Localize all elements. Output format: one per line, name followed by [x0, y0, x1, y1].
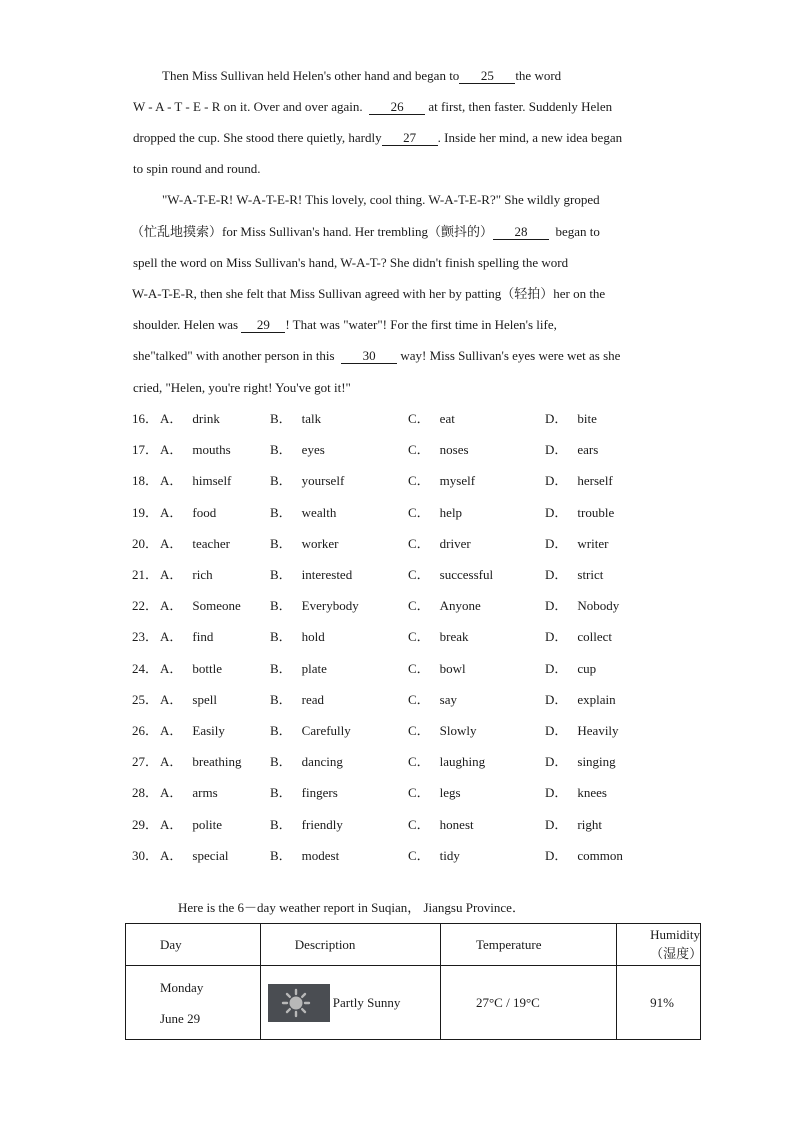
option-b-letter: B．	[270, 661, 292, 676]
option-b-text: dancing	[301, 754, 343, 769]
header-description: Description	[260, 924, 440, 966]
question-row	[132, 847, 692, 865]
option-a[interactable]	[160, 410, 220, 428]
question-row	[132, 472, 692, 490]
option-b[interactable]	[270, 566, 352, 584]
option-d-text: writer	[577, 536, 609, 551]
passage-line	[133, 348, 620, 364]
option-c-letter: C．	[408, 723, 430, 738]
passage-line	[132, 286, 605, 302]
option-a-text: breathing	[192, 754, 242, 769]
question-number: 18．	[132, 473, 159, 488]
option-d-letter: D．	[545, 817, 568, 832]
option-b[interactable]	[270, 660, 327, 678]
option-c-letter: C．	[408, 567, 430, 582]
description-cell	[260, 966, 440, 1040]
question-number: 22．	[132, 598, 159, 613]
option-d-letter: D．	[545, 442, 568, 457]
option-c-letter: C．	[408, 473, 430, 488]
option-d[interactable]	[545, 441, 598, 459]
question-row	[132, 504, 692, 522]
question-number: 20．	[132, 536, 159, 551]
option-d-text: bite	[577, 411, 597, 426]
passage-line	[133, 380, 351, 396]
passage-text: she"talked" with another person in this	[133, 348, 335, 363]
header-temperature: Temperature	[440, 924, 616, 966]
option-b-letter: B．	[270, 629, 292, 644]
option-a-text: rich	[192, 567, 213, 582]
option-a-text: Easily	[192, 723, 225, 738]
option-a-letter: A．	[160, 661, 183, 676]
option-c-letter: C．	[408, 598, 430, 613]
passage-line	[131, 224, 600, 240]
option-d-letter: D．	[545, 661, 568, 676]
option-c-letter: C．	[408, 411, 430, 426]
option-d-text: Nobody	[577, 598, 620, 613]
option-c-text: bowl	[439, 661, 466, 676]
option-d-letter: D．	[545, 723, 568, 738]
blank-30: 30	[341, 348, 397, 364]
option-b-letter: B．	[270, 848, 292, 863]
option-d-text: right	[577, 817, 602, 832]
option-d[interactable]	[545, 847, 623, 865]
option-d[interactable]	[545, 753, 616, 771]
option-c-text: honest	[439, 817, 474, 832]
passage-line	[133, 99, 612, 115]
passage-text: cried, "Helen, you're right! You've got it!"	[133, 380, 351, 395]
option-a[interactable]	[160, 660, 222, 678]
passage-text: spell the word on Miss Sullivan's hand, W-A-T-? She didn't finish spelling the word	[133, 255, 569, 270]
option-b-text: eyes	[301, 442, 325, 457]
option-a-letter: A．	[160, 473, 183, 488]
option-b-text: read	[301, 692, 325, 707]
option-a-letter: A．	[160, 629, 183, 644]
option-a-letter: A．	[160, 598, 183, 613]
option-a-text: teacher	[192, 536, 230, 551]
option-d-text: explain	[577, 692, 616, 707]
option-c[interactable]	[408, 784, 461, 802]
option-c-letter: C．	[408, 692, 430, 707]
option-a-text: find	[192, 629, 214, 644]
day-cell	[126, 966, 261, 1040]
option-b[interactable]	[270, 847, 339, 865]
question-number: 28．	[132, 785, 159, 800]
question-row	[132, 566, 692, 584]
option-b-text: talk	[301, 411, 322, 426]
passage-text: shoulder. Helen was	[133, 317, 239, 332]
option-c-text: say	[439, 692, 458, 707]
option-c-text: Slowly	[439, 723, 477, 738]
option-c[interactable]	[408, 472, 475, 490]
option-d[interactable]	[545, 535, 608, 553]
question-row	[132, 784, 692, 802]
option-a[interactable]	[160, 722, 225, 740]
option-c[interactable]	[408, 847, 460, 865]
option-a-letter: A．	[160, 754, 183, 769]
option-b[interactable]	[270, 753, 343, 771]
option-b-text: wealth	[301, 505, 337, 520]
option-b[interactable]	[270, 722, 351, 740]
question-number: 25．	[132, 692, 159, 707]
header-day: Day	[126, 924, 261, 966]
question-row	[132, 410, 692, 428]
option-d-letter: D．	[545, 598, 568, 613]
option-d[interactable]	[545, 691, 616, 709]
question-number: 17．	[132, 442, 159, 457]
passage-line	[133, 255, 568, 271]
option-b-text: fingers	[301, 785, 338, 800]
option-d-text: singing	[577, 754, 616, 769]
option-a-letter: A．	[160, 536, 183, 551]
option-a[interactable]	[160, 597, 241, 615]
option-a[interactable]	[160, 504, 216, 522]
option-b[interactable]	[270, 816, 343, 834]
option-a-text: arms	[192, 785, 218, 800]
option-b-letter: B．	[270, 411, 292, 426]
option-a[interactable]	[160, 441, 231, 459]
option-c[interactable]	[408, 816, 474, 834]
option-c[interactable]	[408, 535, 471, 553]
option-c[interactable]	[408, 753, 485, 771]
passage-text: began to	[555, 224, 600, 239]
day-name: Monday	[160, 979, 204, 995]
option-d-letter: D．	[545, 629, 568, 644]
option-c[interactable]	[408, 441, 469, 459]
option-c-text: tidy	[439, 848, 460, 863]
option-a[interactable]	[160, 784, 218, 802]
option-b[interactable]	[270, 441, 325, 459]
passage-text: Then Miss Sullivan held Helen's other hand and began to	[162, 68, 460, 83]
passage-text: ! That was "water"! For the first time in Helen's life,	[285, 317, 557, 332]
option-a[interactable]	[160, 691, 217, 709]
passage-text: dropped the cup. She stood there quietly, hardly	[133, 130, 382, 145]
option-b-text: yourself	[301, 473, 345, 488]
option-a-text: himself	[192, 473, 232, 488]
option-c-letter: C．	[408, 442, 430, 457]
option-c-text: successful	[439, 567, 494, 582]
option-c[interactable]	[408, 597, 481, 615]
option-d-letter: D．	[545, 473, 568, 488]
option-b-text: interested	[301, 567, 353, 582]
option-b[interactable]	[270, 535, 339, 553]
partly-sunny-icon	[268, 984, 330, 1022]
passage-text: （忙乱地摸索）for Miss Sullivan's hand. Her trembling（颤抖的）	[131, 224, 493, 239]
option-c-text: laughing	[439, 754, 486, 769]
option-a[interactable]	[160, 753, 241, 771]
question-number: 29．	[132, 817, 159, 832]
option-c-letter: C．	[408, 848, 430, 863]
passage-text: W-A-T-E-R, then she felt that Miss Sullivan agreed with her by patting（轻拍）her on the	[132, 286, 606, 301]
passage-line	[162, 68, 561, 84]
option-d[interactable]	[545, 504, 614, 522]
passage-text: at first, then faster. Suddenly Helen	[428, 99, 613, 114]
passage-text: "W-A-T-E-R! W-A-T-E-R! This lovely, cool thing. W-A-T-E-R?" She wildly groped	[162, 192, 600, 207]
option-d-text: cup	[577, 661, 597, 676]
option-c[interactable]	[408, 660, 466, 678]
option-a-text: spell	[192, 692, 217, 707]
question-number: 24．	[132, 661, 159, 676]
option-d-letter: D．	[545, 505, 568, 520]
option-a[interactable]	[160, 535, 230, 553]
question-row	[132, 691, 692, 709]
temperature-cell: 27°C / 19°C	[440, 966, 616, 1040]
option-b-letter: B．	[270, 442, 292, 457]
option-a[interactable]	[160, 472, 231, 490]
weather-header-row	[126, 924, 701, 966]
option-d-letter: D．	[545, 411, 568, 426]
option-a-letter: A．	[160, 442, 183, 457]
passage-line	[133, 130, 622, 146]
option-b[interactable]	[270, 784, 338, 802]
option-d-text: knees	[577, 785, 607, 800]
option-b-text: Carefully	[301, 723, 351, 738]
option-c-letter: C．	[408, 536, 430, 551]
option-c[interactable]	[408, 722, 477, 740]
option-b[interactable]	[270, 472, 344, 490]
question-row	[132, 597, 692, 615]
option-d-text: ears	[577, 442, 599, 457]
option-d-text: strict	[577, 567, 604, 582]
option-b-letter: B．	[270, 723, 292, 738]
option-d[interactable]	[545, 816, 602, 834]
passage-text: W - A - T - E - R on it. Over and over again.	[133, 99, 363, 114]
passage-text: . Inside her mind, a new idea began	[437, 130, 623, 145]
option-a-letter: A．	[160, 411, 183, 426]
blank-26: 26	[369, 99, 425, 115]
option-c[interactable]	[408, 566, 493, 584]
option-c-text: legs	[439, 785, 461, 800]
header-humidity: Humidity（湿度）	[617, 924, 701, 966]
option-c-text: noses	[439, 442, 469, 457]
option-b-text: friendly	[301, 817, 343, 832]
option-a-letter: A．	[160, 848, 183, 863]
option-c-letter: C．	[408, 661, 430, 676]
day-date: June 29	[160, 1010, 201, 1026]
question-number: 26．	[132, 723, 159, 738]
option-b-text: plate	[301, 661, 327, 676]
description-text: Partly Sunny	[332, 994, 401, 1010]
option-c-letter: C．	[408, 505, 430, 520]
option-c-letter: C．	[408, 629, 430, 644]
option-c-text: break	[439, 629, 469, 644]
passage-line	[133, 161, 260, 177]
option-a-letter: A．	[160, 817, 183, 832]
option-b-text: worker	[301, 536, 339, 551]
option-d-letter: D．	[545, 785, 568, 800]
passage-text: way! Miss Sullivan's eyes were wet as she	[400, 348, 621, 363]
option-a-letter: A．	[160, 567, 183, 582]
option-b-letter: B．	[270, 692, 292, 707]
option-c[interactable]	[408, 628, 469, 646]
option-a-text: mouths	[192, 442, 231, 457]
option-c-text: myself	[439, 473, 476, 488]
option-b-text: hold	[301, 629, 325, 644]
question-row	[132, 535, 692, 553]
option-d[interactable]	[545, 410, 597, 428]
option-b-letter: B．	[270, 536, 292, 551]
option-c[interactable]	[408, 410, 455, 428]
blank-29: 29	[241, 317, 285, 333]
option-c[interactable]	[408, 504, 462, 522]
option-d[interactable]	[545, 472, 613, 490]
option-d[interactable]	[545, 597, 619, 615]
question-number: 16．	[132, 411, 159, 426]
option-c[interactable]	[408, 691, 457, 709]
blank-27: 27	[382, 130, 438, 146]
passage-line	[162, 192, 600, 208]
option-b[interactable]	[270, 597, 359, 615]
question-number: 23．	[132, 629, 159, 644]
option-d[interactable]	[545, 628, 612, 646]
option-a-letter: A．	[160, 785, 183, 800]
option-c-text: eat	[439, 411, 455, 426]
option-b[interactable]	[270, 691, 324, 709]
option-d-text: trouble	[577, 505, 615, 520]
option-d-letter: D．	[545, 567, 568, 582]
option-d[interactable]	[545, 566, 603, 584]
question-row	[132, 753, 692, 771]
passage-text: the word	[515, 68, 562, 83]
option-d-letter: D．	[545, 692, 568, 707]
question-number: 19．	[132, 505, 159, 520]
question-row	[132, 628, 692, 646]
option-d-letter: D．	[545, 754, 568, 769]
option-d-text: Heavily	[577, 723, 619, 738]
option-c-letter: C．	[408, 785, 430, 800]
option-b-text: Everybody	[301, 598, 359, 613]
question-row	[132, 722, 692, 740]
option-d-letter: D．	[545, 848, 568, 863]
option-b-text: modest	[301, 848, 340, 863]
option-b-letter: B．	[270, 598, 292, 613]
option-b-letter: B．	[270, 473, 292, 488]
question-number: 21．	[132, 567, 159, 582]
option-a-letter: A．	[160, 692, 183, 707]
option-a-text: drink	[192, 411, 220, 426]
option-b[interactable]	[270, 628, 325, 646]
option-d-letter: D．	[545, 536, 568, 551]
option-c-letter: C．	[408, 754, 430, 769]
option-d-text: common	[577, 848, 623, 863]
option-b-letter: B．	[270, 754, 292, 769]
option-c-text: Anyone	[439, 598, 481, 613]
option-b-letter: B．	[270, 785, 292, 800]
option-d[interactable]	[545, 784, 607, 802]
question-number: 27．	[132, 754, 159, 769]
option-a-letter: A．	[160, 505, 183, 520]
passage-line	[133, 317, 557, 333]
option-a-letter: A．	[160, 723, 183, 738]
weather-intro: Here is the 6－day weather report in Suqian， Jiangsu Province．	[178, 900, 525, 915]
option-b-letter: B．	[270, 817, 292, 832]
option-d[interactable]	[545, 722, 619, 740]
question-row	[132, 441, 692, 459]
question-row	[132, 660, 692, 678]
option-b[interactable]	[270, 410, 321, 428]
option-b[interactable]	[270, 504, 336, 522]
option-a[interactable]	[160, 566, 213, 584]
option-c-text: driver	[439, 536, 471, 551]
option-a[interactable]	[160, 847, 228, 865]
option-b-letter: B．	[270, 567, 292, 582]
weather-table	[125, 923, 701, 1040]
option-a-text: food	[192, 505, 217, 520]
blank-25: 25	[459, 68, 515, 84]
option-a[interactable]	[160, 816, 222, 834]
passage-text: to spin round and round.	[133, 161, 261, 176]
option-d[interactable]	[545, 660, 596, 678]
question-number: 30．	[132, 848, 159, 863]
option-d-text: herself	[577, 473, 613, 488]
option-a-text: polite	[192, 817, 222, 832]
question-row	[132, 816, 692, 834]
option-a-text: Someone	[192, 598, 241, 613]
option-a[interactable]	[160, 628, 213, 646]
option-c-text: help	[439, 505, 463, 520]
option-c-letter: C．	[408, 817, 430, 832]
option-d-text: collect	[577, 629, 613, 644]
option-b-letter: B．	[270, 505, 292, 520]
humidity-cell: 91%	[617, 966, 701, 1040]
option-a-text: bottle	[192, 661, 222, 676]
weather-row	[126, 966, 701, 1040]
option-a-text: special	[192, 848, 229, 863]
blank-28: 28	[493, 224, 549, 240]
